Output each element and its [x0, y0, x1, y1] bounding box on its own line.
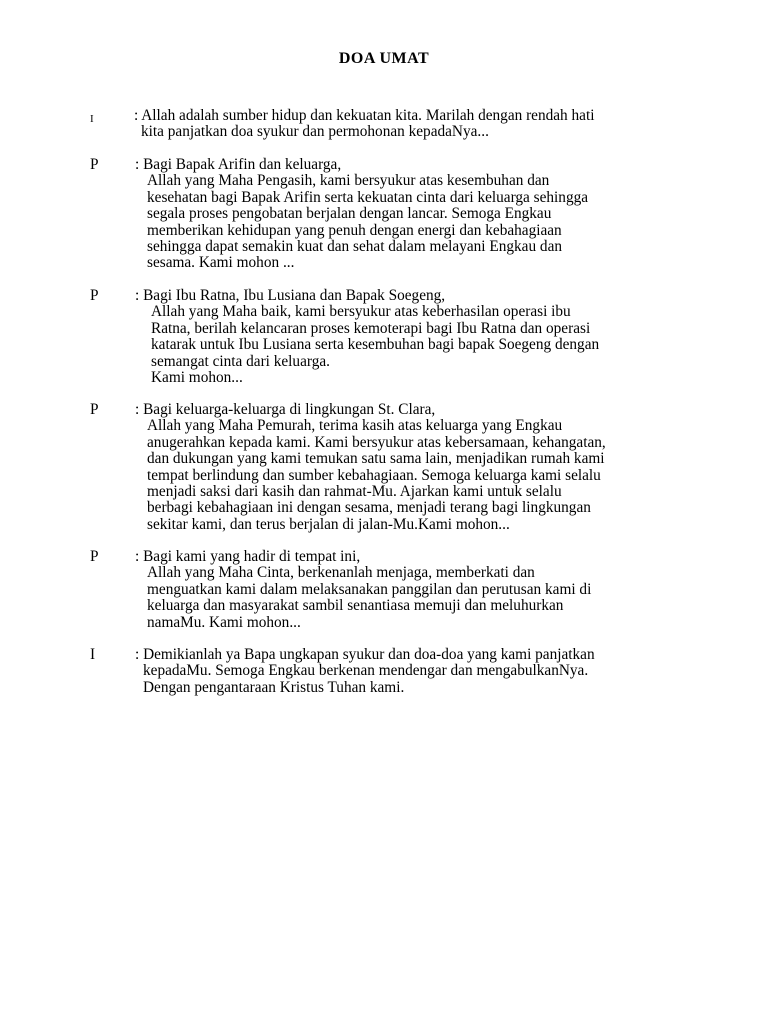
prayer-line: kita panjatkan doa syukur dan permohonan kepadaNya... — [141, 123, 489, 141]
speaker-label: I — [90, 113, 94, 125]
prayer-line: Allah yang Maha baik, kami bersyukur atas keberhasilan operasi ibu — [151, 303, 571, 321]
prayer-line: kesehatan bagi Bapak Arifin serta kekuatan cinta dari keluarga sehingga — [147, 188, 589, 206]
prayer-line: Dengan pengantaraan Kristus Tuhan kami. — [143, 678, 405, 696]
prayer-line: segala proses pengobatan berjalan dengan lancar. Semoga Engkau — [147, 205, 552, 223]
speaker-label: I — [90, 646, 96, 663]
prayer-first-line: : Demikianlah ya Bapa ungkapan syukur dan doa-doa yang kami panjatkan — [135, 646, 595, 663]
prayer-body — [147, 565, 591, 631]
prayer-line: sesama. Kami mohon ... — [147, 254, 295, 272]
prayer-line: Kami mohon... — [151, 368, 243, 386]
prayer-line: dan dukungan yang kami temukan satu sama lain, menjadikan rumah kami — [147, 450, 605, 468]
speaker-label: P — [90, 548, 99, 565]
prayer-line: katarak untuk Ibu Lusiana serta kesembuhan bagi bapak Soegeng dengan — [151, 336, 600, 354]
prayer-line: Ratna, berilah kelancaran proses kemoterapi bagi Ibu Ratna dan operasi — [151, 319, 591, 337]
prayer-first-line: : Bagi Ibu Ratna, Ibu Lusiana dan Bapak Soegeng, — [135, 287, 446, 304]
prayer-body — [147, 418, 606, 533]
prayer-line: namaMu. Kami mohon... — [147, 613, 301, 631]
prayer-line: sekitar kami, dan terus berjalan di jalan-Mu.Kami mohon... — [147, 515, 510, 533]
prayer-line: kepadaMu. Semoga Engkau berkenan mendengar dan mengabulkanNya. — [143, 662, 589, 680]
prayer-body — [151, 304, 599, 386]
prayer-line: keluarga dan masyarakat sambil senantiasa memuji dan meluhurkan — [147, 597, 564, 615]
prayer-first-line: : Bagi Bapak Arifin dan keluarga, — [135, 156, 342, 173]
prayer-line: Allah yang Maha Pengasih, kami bersyukur atas kesembuhan dan — [147, 172, 550, 190]
prayer-body — [143, 663, 588, 696]
prayer-line: Allah yang Maha Pemurah, terima kasih atas keluarga yang Engkau — [147, 417, 563, 435]
prayer-line: tempat berlindung dan sumber kebahagiaan. Semoga keluarga kami selalu — [147, 466, 601, 484]
page-title: DOA UMAT — [338, 50, 430, 67]
prayer-line: memberikan kehidupan yang penuh dengan energi dan kebahagiaan — [147, 221, 562, 239]
prayer-body — [141, 124, 489, 140]
prayer-body — [147, 173, 588, 271]
speaker-label: P — [90, 156, 99, 173]
prayer-line: sehingga dapat semakin kuat dan sehat dalam melayani Engkau dan — [147, 237, 563, 255]
prayer-line: menguatkan kami dalam melaksanakan panggilan dan perutusan kami di — [147, 580, 592, 598]
prayer-line: berbagi kebahagiaan ini dengan sesama, menjadi terang bagi lingkungan — [147, 499, 591, 517]
prayer-line: Allah yang Maha Cinta, berkenanlah menjaga, memberkati dan — [147, 564, 535, 582]
prayer-line: anugerahkan kepada kami. Kami bersyukur atas kebersamaan, kehangatan, — [147, 433, 606, 451]
prayer-line: menjadi saksi dari kasih dan rahmat-Mu. Ajarkan kami untuk selalu — [147, 482, 562, 500]
speaker-label: P — [90, 287, 99, 304]
prayer-first-line: : Allah adalah sumber hidup dan kekuatan kita. Marilah dengan rendah hati — [134, 107, 595, 124]
prayer-first-line: : Bagi keluarga-keluarga di lingkungan St. Clara, — [135, 401, 436, 418]
prayer-first-line: : Bagi kami yang hadir di tempat ini, — [135, 548, 361, 565]
speaker-label: P — [90, 401, 99, 418]
prayer-line: semangat cinta dari keluarga. — [151, 352, 330, 370]
